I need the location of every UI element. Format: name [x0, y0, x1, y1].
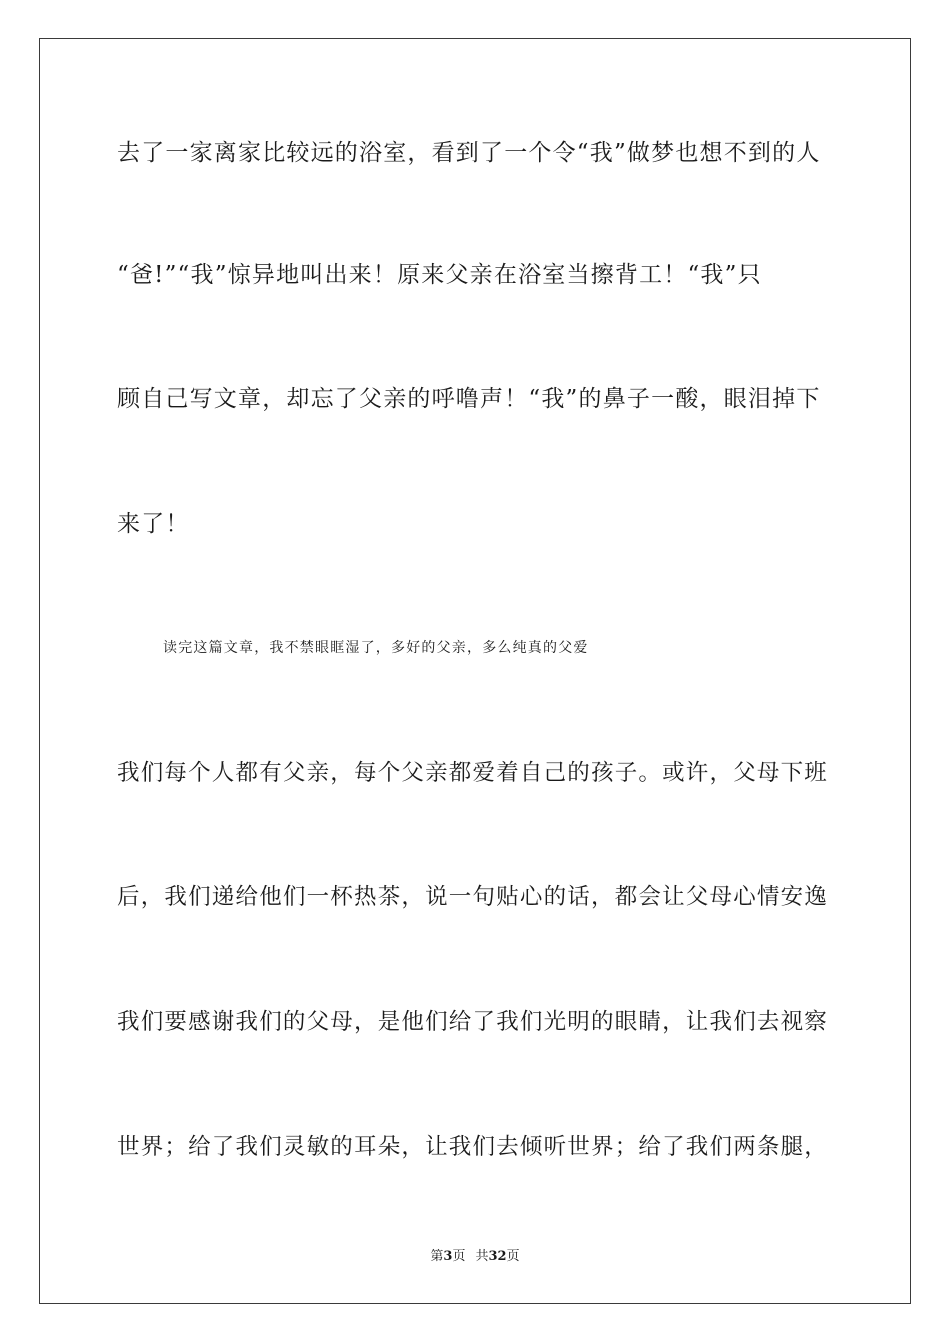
- text-line-2: “爸!”“我”惊异地叫出来！原来父亲在浴室当擦背工！“我”只: [117, 262, 762, 288]
- page-footer: [0, 1248, 950, 1266]
- page-total-number: 32: [488, 1249, 507, 1264]
- text-line-3: 顾自己写文章，却忘了父亲的呼噜声！“我”的鼻子一酸，眼泪掉下: [117, 386, 821, 412]
- page-current-number: 3: [443, 1249, 453, 1264]
- page-suffix: 页: [452, 1249, 466, 1264]
- total-suffix: 页: [506, 1249, 520, 1264]
- text-line-4: 来了！: [117, 511, 190, 537]
- page-border: [39, 38, 911, 1304]
- text-line-1: 去了一家离家比较远的浴室，看到了一个令“我”做梦也想不到的人: [117, 140, 821, 166]
- text-line-6: 我们每个人都有父亲，每个父亲都爱着自己的孩子。或许，父母下班: [117, 760, 829, 786]
- page-prefix: 第: [430, 1249, 444, 1264]
- text-line-7: 后，我们递给他们一杯热茶，说一句贴心的话，都会让父母心情安逸: [117, 884, 829, 910]
- text-line-5: 读完这篇文章，我不禁眼眶湿了，多好的父亲，多么纯真的父爱: [163, 640, 589, 656]
- text-line-8: 我们要感谢我们的父母，是他们给了我们光明的眼睛，让我们去视察: [117, 1009, 829, 1035]
- total-prefix: 共: [475, 1249, 489, 1264]
- text-line-9: 世界；给了我们灵敏的耳朵，让我们去倾听世界；给了我们两条腿，: [117, 1134, 829, 1160]
